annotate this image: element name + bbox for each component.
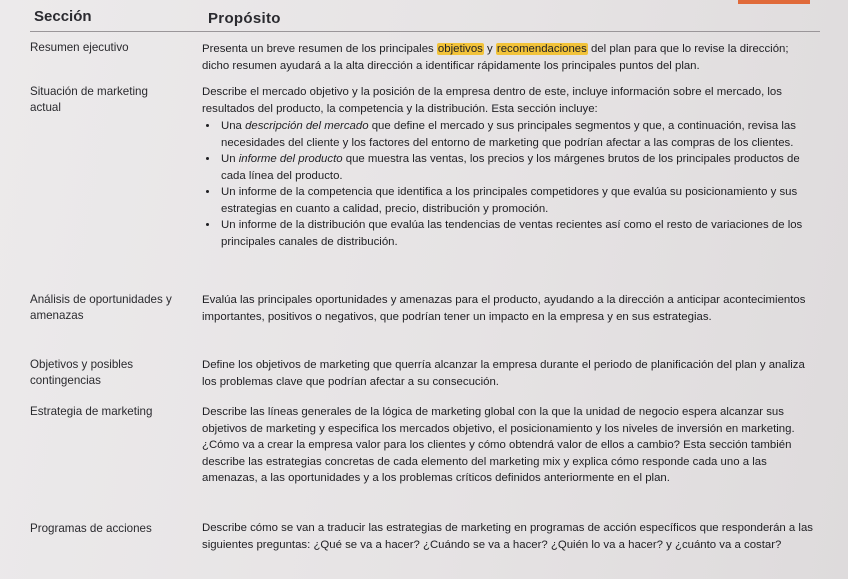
highlight: objetivos (437, 43, 483, 55)
row-section: Resumen ejecutivo (30, 41, 129, 54)
row-purpose: Define los objetivos de marketing que querría alcanzar la empresa durante el periodo de planificación del plan y analiza los problemas clave que podrían afectar a su consecución. (202, 359, 805, 388)
highlight: recomendaciones (496, 43, 587, 55)
row-purpose: Describe las líneas generales de la lógica de marketing global con la que la unidad de negocio espera alcanzar sus objetivos de marketing y especifica los mercados objetivo, el posicionamiento y los niveles de inversión en marketing. ¿Cómo va a crear la empresa valor para los clientes y cómo obtendrá valor de ellos a cambio? Esta sección también describe las estrategias concretas de cada elemento del marketing mix y explica cómo responde cada uno a las amenazas, a las oportunidades y a los problemas críticos definidos anteriormente en el plan. (202, 406, 795, 484)
table-header (0, 8, 848, 30)
row-section: Objetivos y posibles contingencias (30, 358, 134, 387)
row-purpose: Evalúa las principales oportunidades y amenazas para el producto, ayudando a la dirección a anticipar acontecimientos importantes, positivos o negativos, que podrían tener un impacto en la empresa y en sus estrategias. (202, 294, 806, 323)
header-section: Sección (34, 8, 92, 25)
row-section: Estrategia de marketing (30, 405, 153, 418)
text-part: y (483, 43, 496, 55)
list-item (219, 118, 814, 151)
text-part: Un informe de la distribución que evalúa las tendencias de ventas recientes así como el resto de variaciones de los principales canales de distribución. (221, 219, 803, 248)
row-section: Situación de marketing actual (30, 85, 148, 114)
list-item (219, 184, 814, 217)
emphasis: informe del producto (238, 153, 343, 165)
text-part: Presenta un breve resumen de los principales (202, 43, 437, 55)
accent-bar (738, 0, 810, 4)
row-purpose: Describe cómo se van a traducir las estrategias de marketing en programas de acción específicos que responderán a las siguientes preguntas: ¿Qué se va a hacer? ¿Cuándo se va a hacer? ¿Quién lo va a hacer? y ¿cuánto va a costar? (202, 522, 813, 551)
list-item (219, 151, 814, 184)
text-part: Un (221, 153, 239, 165)
row-purpose (202, 41, 814, 74)
list-item (219, 217, 814, 250)
text-part: que define el mercado y sus principales segmentos y que, a continuación, revisa las necesidades del cliente y los factores del entorno de marketing que podrían afectar a las compras de los clientes. (221, 120, 796, 149)
row-section: Análisis de oportunidades y amenazas (30, 293, 172, 322)
row-purpose (202, 84, 814, 250)
row-intro: Describe el mercado objetivo y la posición de la empresa dentro de este, incluye información sobre el mercado, los resultados del producto, la competencia y la distribución. Esta sección incluye: (202, 86, 782, 115)
bullet-list (202, 118, 814, 250)
emphasis: descripción del mercado (245, 120, 369, 132)
header-purpose: Propósito (208, 10, 281, 27)
text-part: Una (221, 120, 246, 132)
header-rule (30, 31, 820, 32)
text-part: Un informe de la competencia que identifica a los principales competidores y que evalúa su posicionamiento y sus estrategias en cuanto a calidad, precio, distribución y promoción. (221, 186, 798, 215)
text-part: que muestra las ventas, los precios y los márgenes brutos de los principales productos de cada línea del producto. (221, 153, 800, 182)
text-part: del plan para que lo revise la dirección; dicho resumen ayudará a la alta dirección a identificar rápidamente los principales puntos del plan. (202, 43, 789, 72)
row-section: Programas de acciones (30, 522, 152, 535)
